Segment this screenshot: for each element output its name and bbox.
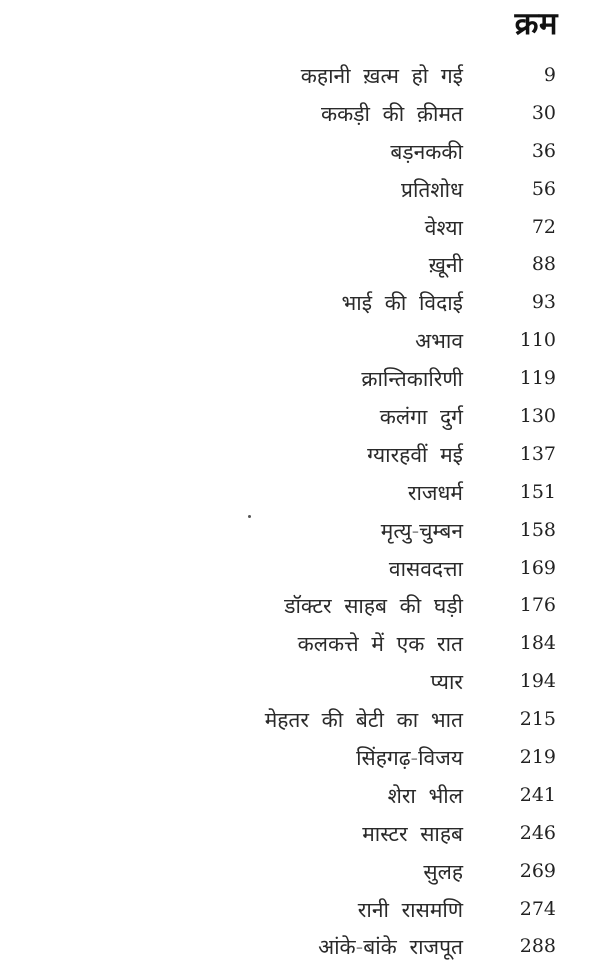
print-speck — [248, 515, 251, 518]
toc-entry-title: क्रान्तिकारिणी — [361, 367, 463, 392]
toc-entry-title: ककड़ी की क़ीमत — [321, 101, 463, 126]
toc-entry-title: रानी रासमणि — [357, 897, 463, 922]
toc-entry-title: अभाव — [415, 329, 463, 354]
toc-entry — [0, 854, 600, 892]
toc-entry-page-number: 93 — [531, 291, 556, 314]
toc-entry-page-number: 246 — [519, 821, 556, 844]
toc-entry-page-number: 269 — [519, 859, 556, 882]
toc-entry-title: बड़नककी — [390, 139, 463, 164]
toc-entry-page-number: 119 — [519, 367, 556, 390]
toc-entry-page-number: 184 — [519, 632, 556, 655]
toc-entry — [0, 247, 600, 285]
toc-entry-title: वेश्या — [424, 215, 463, 240]
toc-entry-title: मृत्यु-चुम्बन — [380, 518, 463, 543]
toc-entry-title: प्यार — [430, 670, 463, 695]
toc-list — [0, 58, 600, 967]
toc-entry-page-number: 194 — [519, 670, 556, 693]
toc-entry — [0, 778, 600, 816]
toc-entry-page-number: 110 — [519, 329, 556, 352]
toc-entry — [0, 475, 600, 513]
toc-entry-page-number: 219 — [519, 746, 556, 769]
toc-entry — [0, 323, 600, 361]
toc-entry — [0, 740, 600, 778]
toc-entry-page-number: 72 — [531, 215, 556, 238]
toc-entry-title: मास्टर साहब — [362, 821, 463, 846]
toc-entry — [0, 664, 600, 702]
toc-entry — [0, 172, 600, 210]
toc-entry-page-number: 241 — [519, 783, 556, 806]
toc-entry — [0, 285, 600, 323]
toc-heading: क्रम — [514, 6, 558, 42]
toc-entry-title: आंके-बांके राजपूत — [318, 935, 463, 960]
toc-entry — [0, 551, 600, 589]
toc-entry-page-number: 36 — [531, 139, 556, 162]
toc-entry — [0, 134, 600, 172]
toc-entry-page-number: 215 — [519, 708, 556, 731]
toc-entry-page-number: 151 — [519, 480, 556, 503]
toc-entry — [0, 437, 600, 475]
toc-entry-title: ग्यारहवीं मई — [367, 442, 463, 467]
toc-entry — [0, 58, 600, 96]
toc-entry — [0, 588, 600, 626]
toc-entry-title: डॉक्टर साहब की घड़ी — [284, 594, 463, 619]
toc-entry — [0, 702, 600, 740]
toc-entry-page-number: 30 — [531, 101, 556, 124]
toc-entry — [0, 929, 600, 967]
toc-entry-page-number: 130 — [519, 405, 556, 428]
toc-entry-title: सुलह — [423, 859, 463, 884]
toc-entry-title: शेरा भील — [387, 783, 463, 808]
toc-entry — [0, 892, 600, 930]
toc-entry-title: कहानी ख़त्म हो गई — [300, 64, 463, 88]
toc-entry — [0, 513, 600, 551]
toc-entry-page-number: 88 — [531, 253, 556, 276]
toc-entry-title: सिंहगढ़-विजय — [356, 746, 463, 771]
toc-entry — [0, 626, 600, 664]
toc-entry-page-number: 56 — [531, 177, 556, 200]
toc-entry-page-number: 169 — [519, 556, 556, 579]
toc-entry-page-number: 137 — [519, 442, 556, 465]
toc-entry-page-number: 274 — [519, 897, 556, 920]
toc-entry — [0, 816, 600, 854]
toc-entry — [0, 210, 600, 248]
toc-entry-title: कलंगा दुर्ग — [379, 405, 463, 430]
toc-entry-page-number: 176 — [519, 594, 556, 617]
toc-entry-title: प्रतिशोध — [401, 177, 463, 202]
toc-entry-page-number: 9 — [543, 64, 556, 86]
toc-entry-title: वासवदत्ता — [388, 556, 463, 581]
toc-entry — [0, 399, 600, 437]
toc-entry-title: मेहतर की बेटी का भात — [264, 708, 463, 733]
toc-entry-title: कलकत्ते में एक रात — [297, 632, 463, 657]
toc-entry-title: भाई की विदाई — [341, 291, 463, 316]
toc-entry — [0, 96, 600, 134]
toc-entry-page-number: 158 — [519, 518, 556, 541]
toc-entry-title: ख़ूनी — [428, 253, 463, 278]
toc-entry-page-number: 288 — [519, 935, 556, 958]
toc-entry — [0, 361, 600, 399]
toc-entry-title: राजधर्म — [407, 480, 463, 505]
